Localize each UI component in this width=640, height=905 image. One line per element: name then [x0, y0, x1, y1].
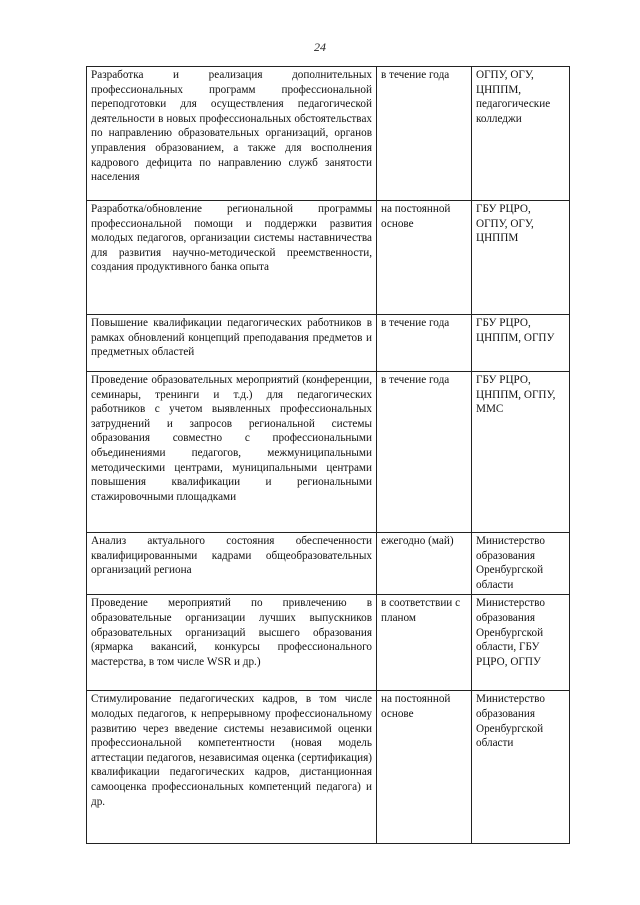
executor-cell: ГБУ РЦРО, ЦНППМ, ОГПУ [472, 315, 570, 372]
table-row [87, 67, 570, 201]
activities-table [86, 66, 570, 844]
table-row [87, 372, 570, 533]
page-number: 24 [314, 40, 326, 54]
table-row [87, 595, 570, 691]
table-row [87, 201, 570, 315]
activity-cell: Повышение квалификации педагогических работников в рамках обновлений концепций преподавания предметов и предметных областей [87, 315, 377, 372]
executor-cell: Министерство образования Оренбургской области, ГБУ РЦРО, ОГПУ [472, 595, 570, 691]
table-row [87, 315, 570, 372]
activity-cell: Анализ актуального состояния обеспеченности квалифицированными кадрами общеобразовательных организаций региона [87, 533, 377, 595]
executor-cell: Министерство образования Оренбургской области [472, 691, 570, 844]
activity-cell: Проведение мероприятий по привлечению в образовательные организации лучших выпускников образовательных организаций высшего образования (ярмарка вакансий, конкурсы профессионального мастерства, в том числе WSR и др.) [87, 595, 377, 691]
term-cell: в течение года [377, 67, 472, 201]
activity-cell: Стимулирование педагогических кадров, в том числе молодых педагогов, к непрерывному профессиональному развитию через введение системы независимой оценки профессиональной компетентности (новая модель аттестации педагогов, независимая оценка (сертификация) квалификации педагогических кадров, дистанционная самооценка профессиональных компетенций педагога) и др. [87, 691, 377, 844]
table-row [87, 691, 570, 844]
term-cell: в течение года [377, 372, 472, 533]
executor-cell: ОГПУ, ОГУ, ЦНППМ, педагогические колледжи [472, 67, 570, 201]
activity-cell: Проведение образовательных мероприятий (конференции, семинары, тренинги и т.д.) для педагогических работников с учетом выявленных профессиональных затруднений и запросов региональной системы образования совместно с профессиональными объединениями педагогов, межмуниципальными методическими центрами, муниципальными центрами повышения квалификации и региональными стажировочными площадками [87, 372, 377, 533]
term-cell: на постоянной основе [377, 691, 472, 844]
activity-cell: Разработка/обновление региональной программы профессиональной помощи и поддержки развития молодых педагогов, организации системы наставничества для развития научно-методической преемственности, создания продуктивного банка опыта [87, 201, 377, 315]
term-cell: ежегодно (май) [377, 533, 472, 595]
executor-cell: ГБУ РЦРО, ОГПУ, ОГУ, ЦНППМ [472, 201, 570, 315]
term-cell: в соответствии с планом [377, 595, 472, 691]
term-cell: на постоянной основе [377, 201, 472, 315]
executor-cell: Министерство образования Оренбургской области [472, 533, 570, 595]
term-cell: в течение года [377, 315, 472, 372]
table-row [87, 533, 570, 595]
activity-cell: Разработка и реализация дополнительных профессиональных программ профессиональной переподготовки для осуществления педагогической деятельности в новых профессиональных обстоятельствах по направлению образовательных организаций, органов управления образованием, а также для восполнения кадрового дефицита по направлению служб занятости населения [87, 67, 377, 201]
executor-cell: ГБУ РЦРО, ЦНППМ, ОГПУ, ММС [472, 372, 570, 533]
